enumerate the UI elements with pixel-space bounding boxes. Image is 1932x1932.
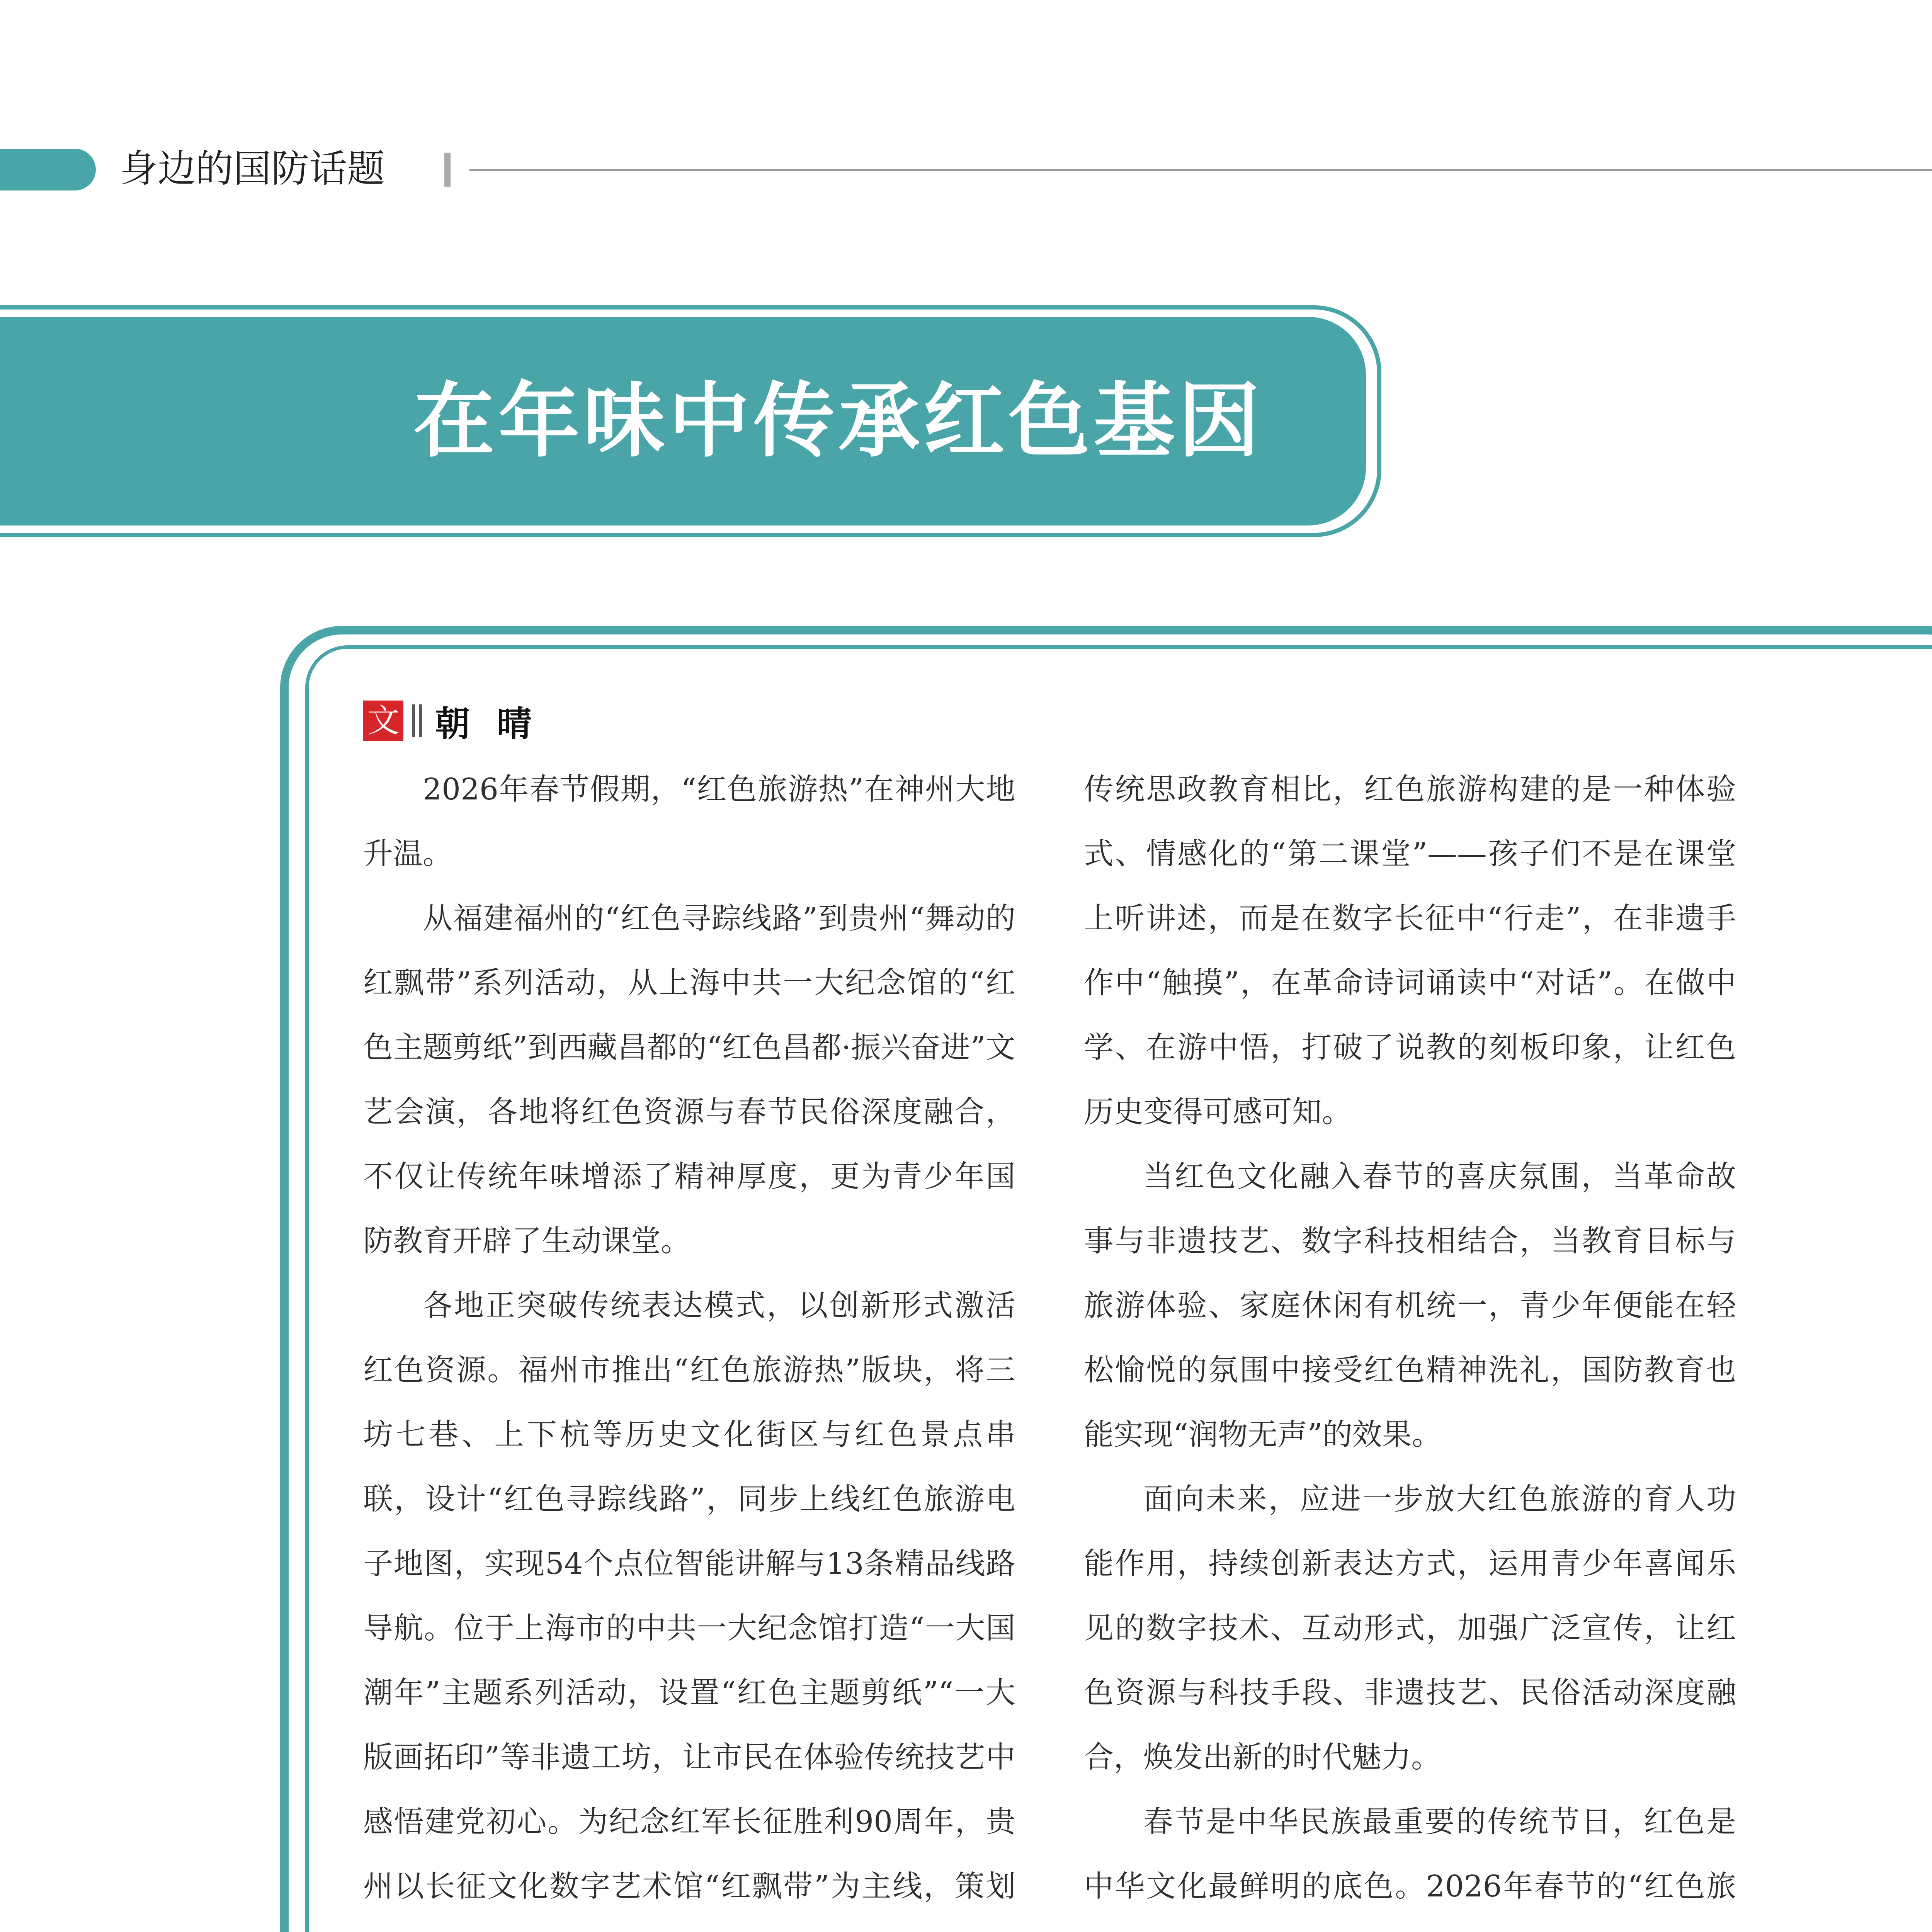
byline-divider bbox=[412, 704, 422, 737]
article-column-left bbox=[363, 757, 1015, 1932]
paragraph: 面向未来，应进一步放大红色旅游的育人功能作用，持续创新表达方式，运用青少年喜闻乐见的数字技术、互动形式，加强广泛宣传，让红色资源与科技手段、非遗技艺、民俗活动深度融合，焕发出新的时代魅力。 bbox=[1084, 1482, 1736, 1775]
paragraph: 从福建福州的“红色寻踪线路”到贵州“舞动的红飘带”系列活动，从上海中共一大纪念馆的“红色主题剪纸”到西藏昌都的“红色昌都·振兴奋进”文艺会演，各地将红色资源与春节民俗深度融合，不仅让传统年味增添了精神厚度，更为青少年国防教育开辟了生动课堂。 bbox=[363, 901, 1015, 1259]
author-name: 朝晴 bbox=[435, 704, 559, 744]
paragraph: 当红色文化融入春节的喜庆氛围，当革命故事与非遗技艺、数字科技相结合，当教育目标与旅游体验、家庭休闲有机统一，青少年便能在轻松愉悦的氛围中接受红色精神洗礼，国防教育也能实现“润物无声”的效果。 bbox=[1084, 1160, 1736, 1452]
byline bbox=[363, 699, 559, 742]
paragraph-final bbox=[1084, 1790, 1736, 1932]
section-title-divider bbox=[444, 153, 451, 187]
section-tab-decoration bbox=[0, 149, 96, 190]
byline-label-badge: 文 bbox=[363, 701, 403, 741]
article-title: 在年味中传承红色基因 bbox=[413, 374, 1264, 468]
paragraph-final-text: 春节是中华民族最重要的传统节日，红色是中华文化最鲜明的底色。2026年春节的“红色旅 bbox=[1084, 1805, 1736, 1904]
paragraph: 2026年春节假期，“红色旅游热”在神州大地升温。 bbox=[363, 772, 1015, 871]
article-column-right bbox=[1084, 757, 1736, 1932]
section-title: 身边的国防话题 bbox=[120, 147, 385, 191]
paragraph-continuation: 传统思政教育相比，红色旅游构建的是一种体验式、情感化的“第二课堂”——孩子们不是在课堂上听讲述，而是在数字长征中“行走”，在非遗手作中“触摸”，在革命诗词诵读中“对话”。在做中学、在游中悟，打破了说教的刻板印象，让红色历史变得可感可知。 bbox=[1084, 772, 1736, 1129]
paragraph: 各地正突破传统表达模式，以创新形式激活红色资源。福州市推出“红色旅游热”版块，将三坊七巷、上下杭等历史文化街区与红色景点串联，设计“红色寻踪线路”，同步上线红色旅游电子地图，实现54个点位智能讲解与13条精品线路导航。位于上海市的中共一大纪念馆打造“一大国潮年”主题系列活动，设置“红色主题剪纸”“一大版画拓印”等非遗工坊，让市民在体验传统技艺中感悟建党初心。为纪念红军长征胜利90周年，贵州以长征文化数字艺术馆“红飘带”为主线，策划 bbox=[363, 1289, 1015, 1904]
header-rule bbox=[469, 169, 1932, 171]
